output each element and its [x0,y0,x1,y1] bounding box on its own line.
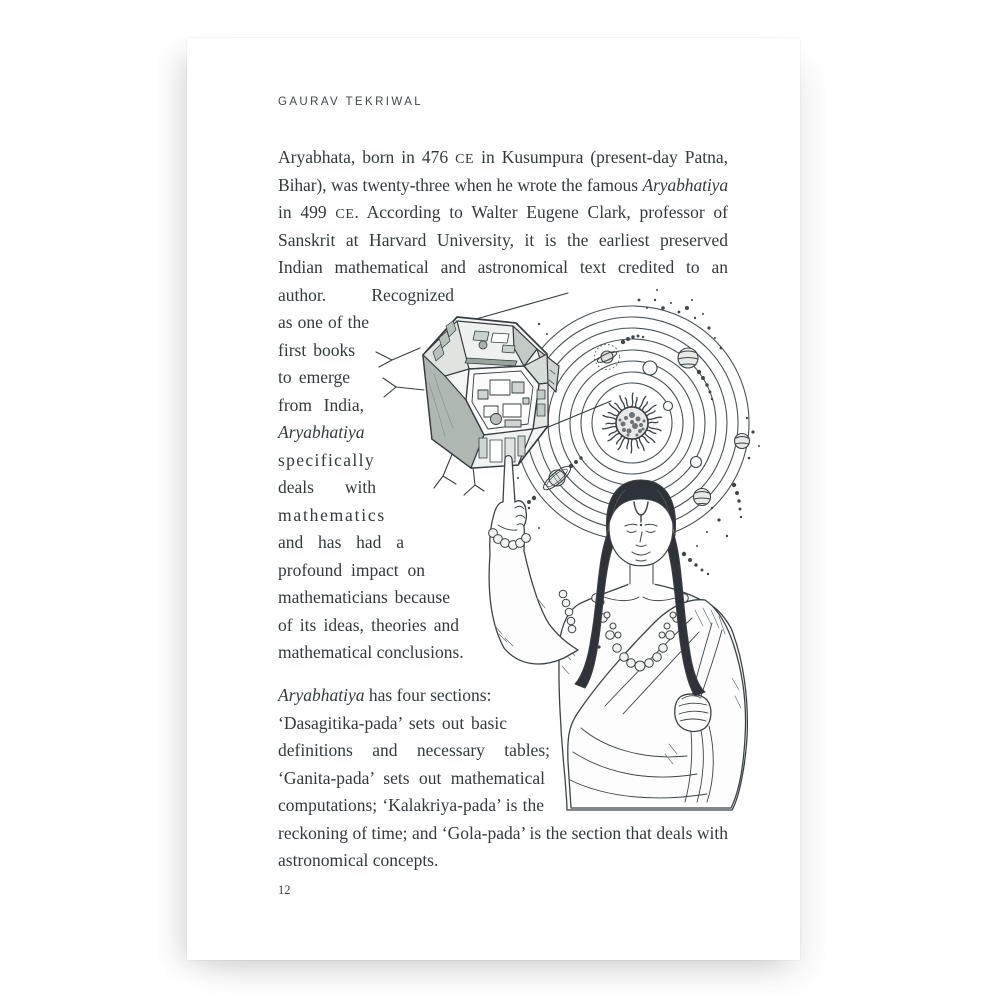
text-line: definitions and necessary tables; [278,740,550,760]
text-line: mathematics [278,504,387,525]
page-number: 12 [278,883,291,897]
text-line: and has had a [278,532,404,552]
text-line: Bihar), was twenty-three when he wrote the famous Aryabhatiya [278,174,728,195]
text-line: mathematical conclusions. [278,642,464,662]
text-line: deals with [278,477,376,497]
text-line: in 499 CE. According to Walter Eugene Clark, professor of [278,202,728,222]
text-line: Aryabhata, born in 476 CE in Kusumpura (present-day Patna, [278,147,728,167]
text-line: Sanskrit at Harvard University, it is the earliest preserved [278,229,728,250]
text-line: ‘Dasagitika-pada’ sets out basic [278,712,507,733]
text-line: to emerge [278,367,350,387]
text-line: ‘Ganita-pada’ sets out mathematical [278,767,545,788]
text-line: Indian mathematical and astronomical text credited to an [278,257,728,277]
text-line: from India, [278,394,364,415]
text-line: specifically [278,449,375,470]
author-header: GAURAV TEKRIWAL [278,96,424,108]
text-line: profound impact on [278,559,425,580]
text-line: Aryabhatiya [278,422,365,442]
striped-planet-icon [735,434,750,449]
book-page [187,38,800,960]
text-line: mathematicians because [278,587,450,607]
text-line: Aryabhatiya has four sections: [278,685,492,705]
text-line: astronomical concepts. [278,850,439,870]
paragraph-2 [278,682,730,875]
paragraph-1 [278,144,730,667]
text-line: first books [278,339,355,360]
text-line: reckoning of time; and ‘Gola-pada’ is the section that deals with [278,822,728,843]
text-line: of its ideas, theories and [278,614,459,635]
text-line: as one of the [278,312,369,332]
text-line: author. Recognized [278,284,454,305]
text-line: computations; ‘Kalakriya-pada’ is the [278,795,544,815]
